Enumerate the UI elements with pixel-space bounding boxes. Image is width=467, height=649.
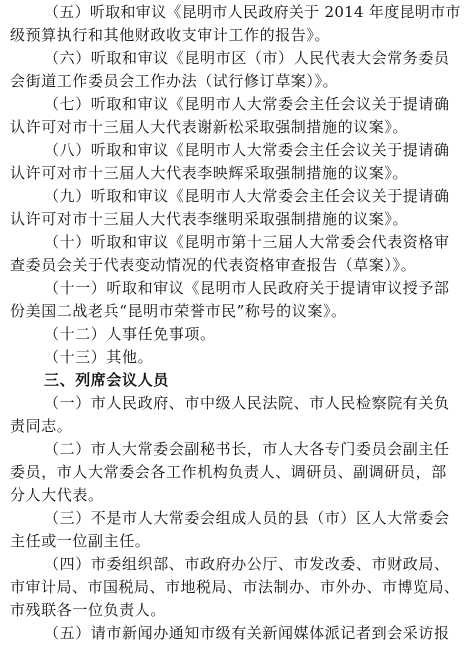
para-8-line-1: （八）听取和审议《昆明市人大常委会主任会议关于提请确 [44, 141, 450, 159]
para-8-line-2: 认许可对市十三届人大代表李映辉采取强制措施的议案》。 [10, 164, 409, 182]
para-12: （十二）人事任免事项。 [44, 325, 216, 343]
attendee-1-line-1: （一）市人民政府、市中级人民法院、市人民检察院有关负 [44, 394, 450, 412]
attendee-4-line-2: 市审计局、市国税局、市地税局、市法制办、市外办、市博览局、 [10, 578, 460, 596]
attendee-5-line-1: （五）请市新闻办通知市级有关新闻媒体派记者到会采访报 [44, 624, 450, 642]
para-13: （十三）其他。 [44, 348, 154, 366]
para-7-line-1: （七）听取和审议《昆明市人大常委会主任会议关于提请确 [44, 95, 450, 113]
para-9-line-1: （九）听取和审议《昆明市人大常委会主任会议关于提请确 [44, 187, 450, 205]
attendee-3-line-2: 主任或一位副主任。 [10, 532, 151, 550]
attendee-1-line-2: 责同志。 [10, 417, 73, 435]
para-6-line-1: （六）听取和审议《昆明市区（市）人民代表大会常务委员 [44, 49, 450, 67]
para-5-line-1: （五）听取和审议《昆明市人民政府关于 2014 年度昆明市市 [44, 3, 461, 21]
para-11-line-1: （十一）听取和审议《昆明市人民政府关于提请审议授予部 [44, 279, 450, 297]
section-heading-attendees: 三、列席会议人员 [44, 371, 169, 389]
para-11-line-2: 份美国二战老兵“昆明市荣誉市民”称号的议案》。 [10, 302, 347, 320]
para-6-line-2: 会街道工作委员会工作办法（试行修订草案）》。 [10, 72, 339, 90]
attendee-3-line-1: （三）不是市人大常委会组成人员的县（市）区人大常委会 [44, 509, 450, 527]
attendee-4-line-3: 市残联各一位负责人。 [10, 601, 167, 619]
attendee-2-line-1: （二）市人大常委会副秘书长，市人大各专门委员会副主任 [44, 440, 450, 458]
attendee-4-line-1: （四）市委组织部、市政府办公厅、市发改委、市财政局、 [44, 555, 450, 573]
para-9-line-2: 认许可对市十三届人大代表李继明采取强制措施的议案》。 [10, 210, 409, 228]
para-5-line-2: 级预算执行和其他财政收支审计工作的报告》。 [10, 26, 331, 44]
attendee-2-line-2: 委员，市人大常委会各工作机构负责人、调研员、副调研员，部 [10, 463, 447, 481]
para-10-line-2: 查委员会关于代表变动情况的代表资格审查报告（草案）》。 [10, 256, 417, 274]
para-7-line-2: 认许可对市十三届人大代表谢新松采取强制措施的议案》。 [10, 118, 409, 136]
attendee-2-line-3: 分人大代表。 [10, 486, 104, 504]
para-10-line-1: （十）听取和审议《昆明市第十三届人大常委会代表资格审 [44, 233, 450, 251]
